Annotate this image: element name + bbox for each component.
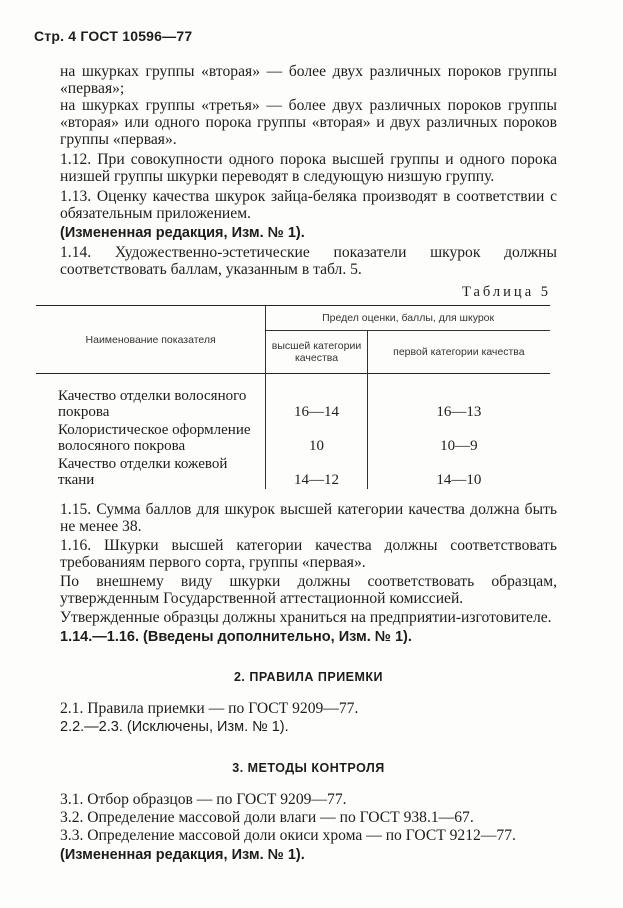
samples-paragraph: По внешнему виду шкурки должны соответствовать образцам, утвержденным Государственной аттестационной комиссией. <box>60 573 557 607</box>
table-header-group: Предел оценки, баллы, для шкурок <box>266 306 550 331</box>
table-cell-first: 14—10 <box>367 455 550 489</box>
table-row <box>36 455 550 489</box>
clause-3-3: 3.3. Определение массовой доли окиси хрома — по ГОСТ 9212—77. <box>60 827 516 844</box>
clause-3-2: 3.2. Определение массовой доли влаги — по ГОСТ 938.1—67. <box>60 809 474 826</box>
table-cell-name: Колористическое оформление волосяного покрова <box>58 422 251 454</box>
page-header: Стр. 4 ГОСТ 10596—77 <box>34 28 193 44</box>
intro-paragraph-2: на шкурках группы «третья» — более двух различных пороков группы «вторая» или одного порока группы «вторая» и двух различных пороков группы «первая». <box>60 97 557 148</box>
table-cell-first: 16—13 <box>367 374 550 422</box>
section-2-title: 2. ПРАВИЛА ПРИЕМКИ <box>233 670 384 684</box>
clause-1-16: 1.16. Шкурки высшей категории качества должны соответствовать требованиям первого сорта, группы «первая». <box>60 537 557 571</box>
table-header-highest: высшей категории качества <box>266 331 368 374</box>
clause-3-1: 3.1. Отбор образцов — по ГОСТ 9209—77. <box>60 791 347 808</box>
amendment-note-2: 1.14.—1.16. (Введены дополнительно, Изм. № 1). <box>60 629 412 645</box>
amendment-note-1: (Измененная редакция, Изм. № 1). <box>60 225 305 241</box>
table-header-first: первой категории качества <box>367 331 550 374</box>
section-3-title: 3. МЕТОДЫ КОНТРОЛЯ <box>232 761 385 775</box>
table-cell-first: 10—9 <box>367 421 550 455</box>
table-cell-highest: 14—12 <box>266 455 368 489</box>
table-caption: Таблица 5 <box>461 284 551 300</box>
table-cell-name: Качество отделки кожевой ткани <box>58 456 228 488</box>
clause-1-14: 1.14. Художественно-эстетические показатели шкурок должны соответствовать баллам, указанным в табл. 5. <box>60 244 557 278</box>
clause-2-2: 2.2.—2.3. (Исключены, Изм. № 1). <box>60 719 289 735</box>
clause-1-12: 1.12. При совокупности одного порока высшей группы и одного порока низшей группы шкурки переводят в следующую низшую группу. <box>60 151 557 185</box>
amendment-note-3: (Измененная редакция, Изм. № 1). <box>60 847 305 863</box>
table-cell-name: Качество отделки волосяного покрова <box>58 388 247 420</box>
document-body <box>60 63 557 864</box>
intro-paragraph-1: на шкурках группы «вторая» — более двух различных пороков группы «первая»; <box>60 63 557 97</box>
table-5 <box>36 305 550 489</box>
clause-2-1: 2.1. Правила приемки — по ГОСТ 9209—77. <box>60 700 359 717</box>
table-row <box>36 374 550 422</box>
table-header-name: Наименование показателя <box>85 333 216 346</box>
table-row <box>36 421 550 455</box>
clause-1-13: 1.13. Оценку качества шкурок зайца-беляка производят в соответствии с обязательным приложением. <box>60 188 557 222</box>
storage-paragraph: Утвержденные образцы должны храниться на предприятии-изготовителе. <box>60 609 552 626</box>
table-cell-highest: 16—14 <box>266 374 368 422</box>
clause-1-15: 1.15. Сумма баллов для шкурок высшей категории качества должна быть не менее 38. <box>60 501 557 535</box>
table-cell-highest: 10 <box>266 421 368 455</box>
